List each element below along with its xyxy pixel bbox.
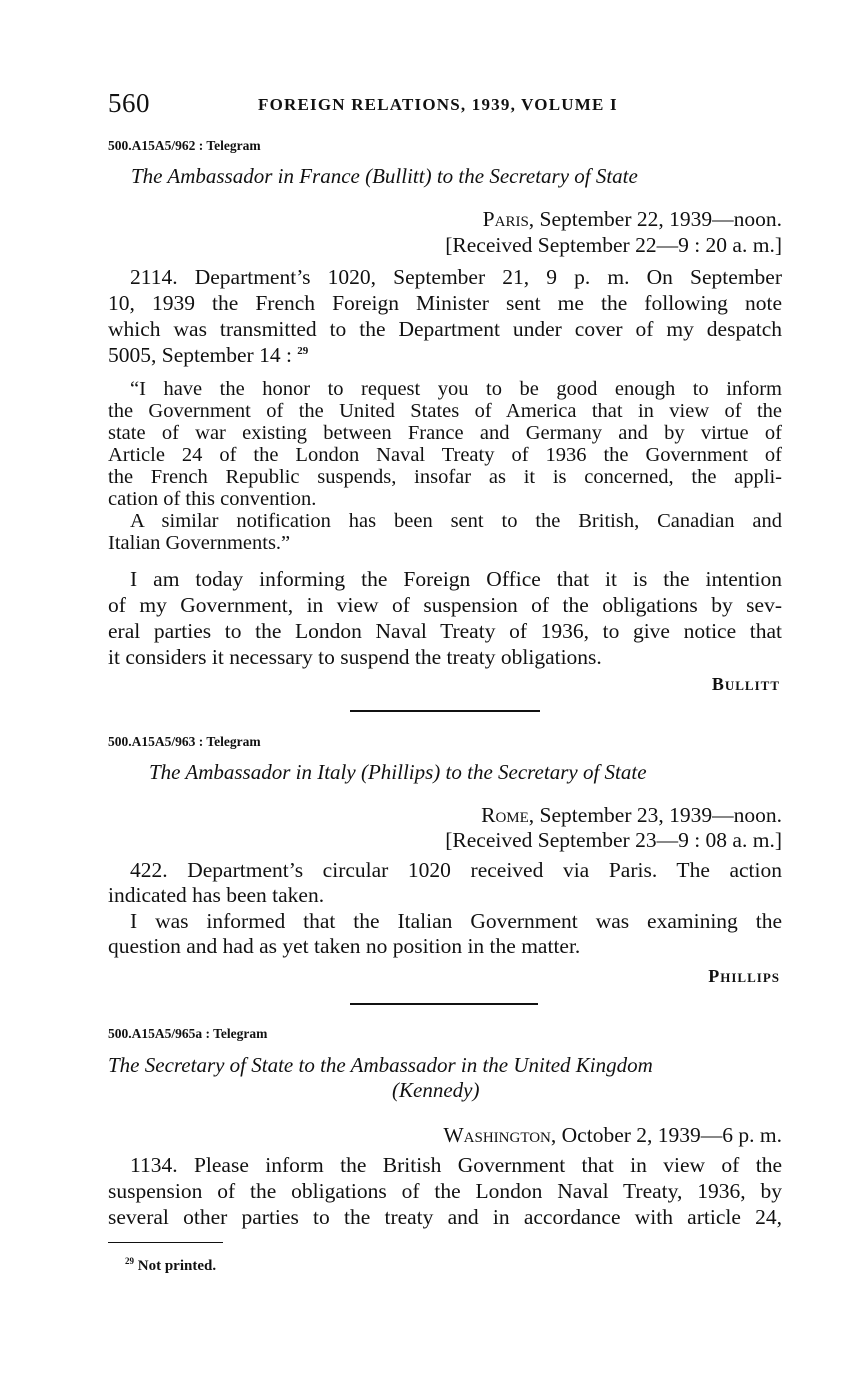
- quote-line: “I have the honor to request you to be good enough to inform: [130, 378, 782, 400]
- paragraph-line: indicated has been taken.: [108, 883, 325, 907]
- dateline-place: Washington: [443, 1123, 551, 1147]
- dateline-place: Paris: [482, 207, 529, 231]
- quote-line: the Government of the United States of America that in view of the: [108, 400, 782, 422]
- document-title-2: The Ambassador in Italy (Phillips) to the Secretary of State: [149, 760, 647, 784]
- section-divider: [350, 1003, 538, 1005]
- paragraph-text: 5005, September 14 :: [108, 343, 292, 367]
- file-reference-3: 500.A15A5/965a : Telegram: [108, 1026, 268, 1041]
- received-line-2: [Received September 23—9 : 08 a. m.]: [445, 828, 782, 852]
- paragraph-line: question and had as yet taken no position in the matter.: [108, 934, 581, 958]
- dateline-date: , October 2, 1939—6 p. m.: [550, 1123, 782, 1147]
- dateline-1: [483, 207, 782, 232]
- quote-line: Article 24 of the London Naval Treaty of 1936 the Government of: [108, 444, 782, 466]
- paragraph-line: suspension of the obligations of the London Naval Treaty, 1936, by: [108, 1179, 782, 1203]
- paragraph-line: 10, 1939 the French Foreign Minister sent me the following note: [108, 291, 782, 315]
- dateline-date: , September 22, 1939—noon.: [528, 207, 782, 231]
- paragraph-line: of my Government, in view of suspension of the obligations by sev-: [108, 593, 782, 617]
- footnote: [125, 1256, 216, 1275]
- footnote-marker: 29: [125, 1256, 134, 1266]
- dateline-place: Rome: [481, 803, 529, 827]
- file-reference-2: 500.A15A5/963 : Telegram: [108, 734, 261, 749]
- received-line-1: [Received September 22—9 : 20 a. m.]: [445, 233, 782, 257]
- signature-2: Phillips: [708, 966, 780, 986]
- document-title-1: The Ambassador in France (Bullitt) to the Secretary of State: [131, 164, 638, 188]
- quote-line: A similar notification has been sent to the British, Canadian and: [130, 510, 782, 532]
- quote-line: the French Republic suspends, insofar as it is concerned, the appli-: [108, 466, 782, 488]
- running-title: FOREIGN RELATIONS, 1939, VOLUME I: [258, 95, 618, 114]
- paragraph-line: [108, 343, 308, 368]
- footnote-rule: [108, 1242, 223, 1243]
- paragraph-line: which was transmitted to the Department under cover of my despatch: [108, 317, 782, 341]
- footnote-text: Not printed.: [137, 1258, 217, 1274]
- footnote-reference: 29: [297, 344, 309, 357]
- quote-line: Italian Governments.”: [108, 532, 291, 554]
- document-title-3-continued: (Kennedy): [392, 1078, 480, 1102]
- paragraph-line: I am today informing the Foreign Office that it is the intention: [130, 567, 782, 591]
- quote-line: cation of this convention.: [108, 488, 317, 510]
- file-reference-1: 500.A15A5/962 : Telegram: [108, 138, 261, 153]
- dateline-3: [443, 1123, 782, 1148]
- paragraph-line: I was informed that the Italian Government was examining the: [130, 909, 782, 933]
- paragraph-line: 422. Department’s circular 1020 received via Paris. The action: [130, 858, 782, 882]
- section-divider: [350, 710, 540, 712]
- dateline-date: , September 23, 1939—noon.: [528, 803, 782, 827]
- paragraph-line: eral parties to the London Naval Treaty of 1936, to give notice that: [108, 619, 782, 643]
- page-number: 560: [108, 88, 150, 118]
- dateline-2: [481, 803, 782, 828]
- paragraph-line: 1134. Please inform the British Government that in view of the: [130, 1153, 782, 1177]
- signature-1: Bullitt: [711, 674, 780, 694]
- paragraph-line: 2114. Department’s 1020, September 21, 9 p. m. On September: [130, 265, 782, 289]
- document-title-3: The Secretary of State to the Ambassador in the United Kingdom: [108, 1053, 653, 1077]
- paragraph-line: several other parties to the treaty and in accordance with article 24,: [108, 1205, 782, 1229]
- quote-line: state of war existing between France and Germany and by virtue of: [108, 422, 782, 444]
- paragraph-line: it considers it necessary to suspend the treaty obligations.: [108, 645, 602, 669]
